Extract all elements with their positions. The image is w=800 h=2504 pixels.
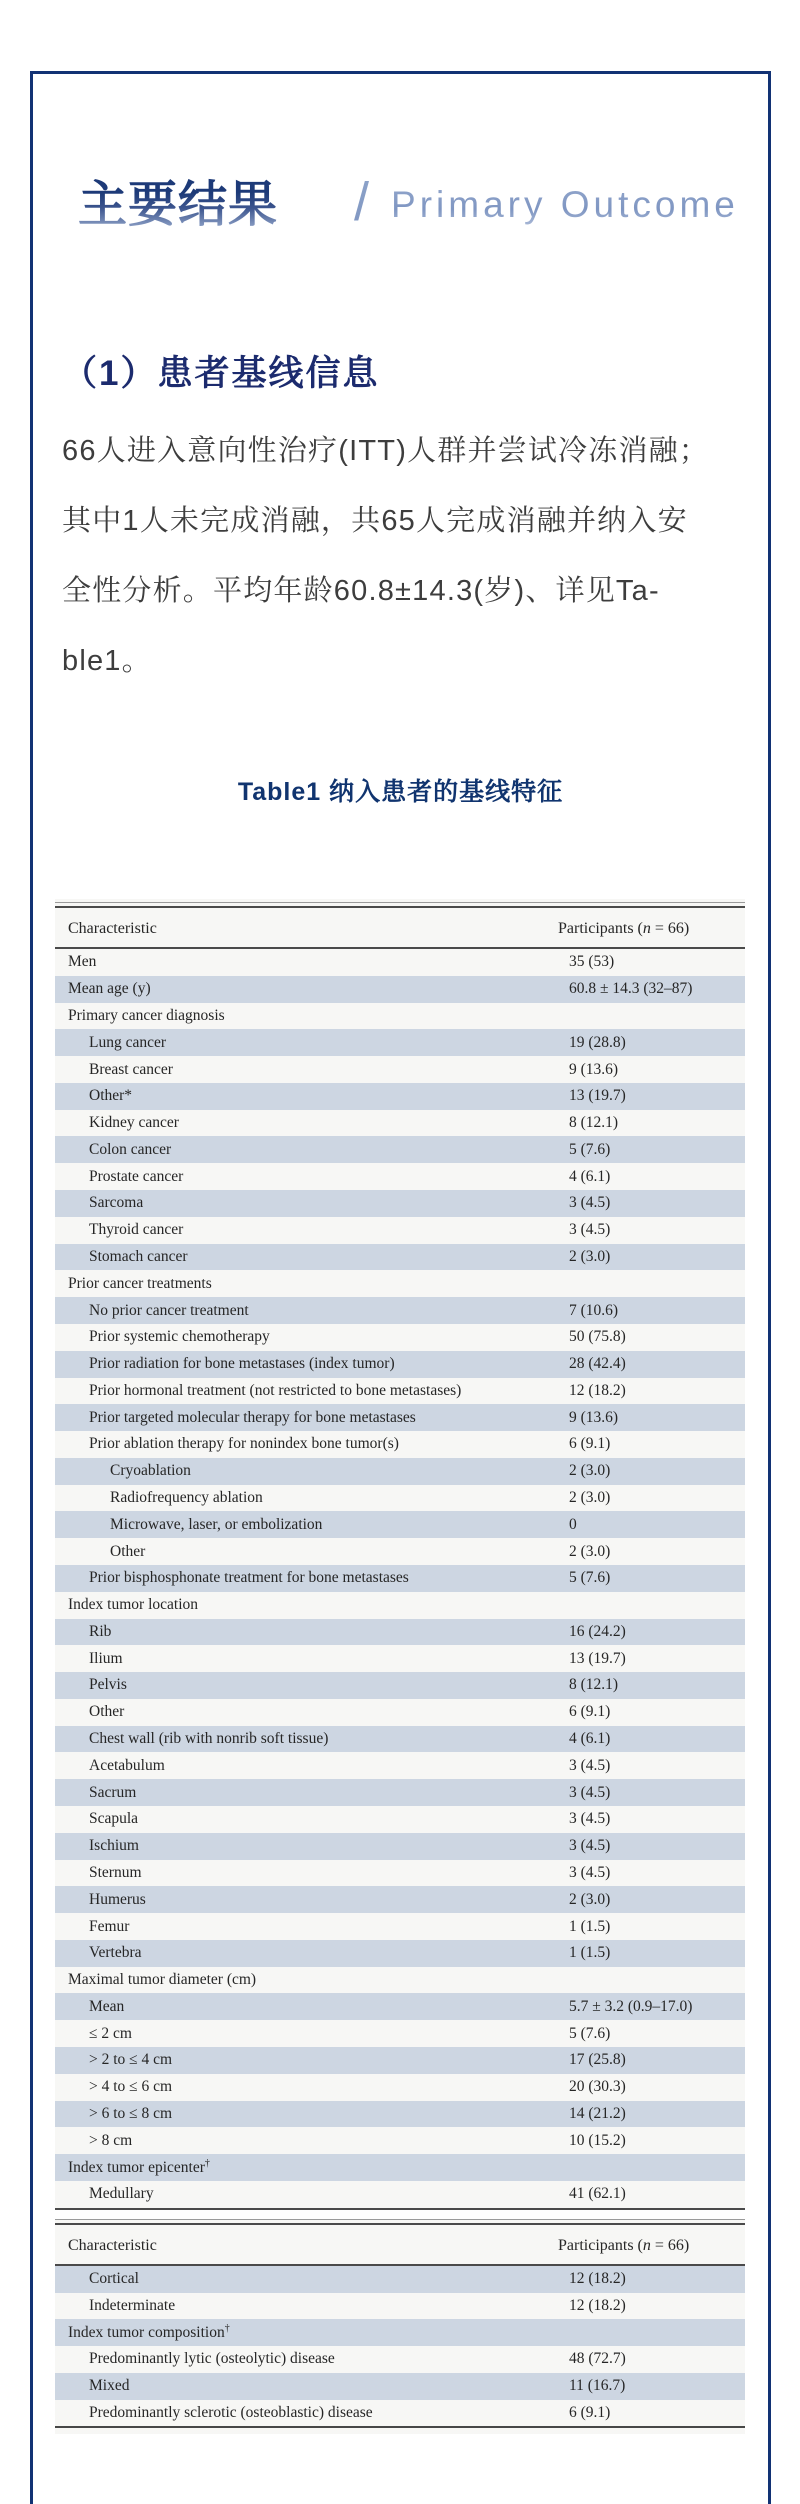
table-row: Humerus 2 (3.0): [55, 1886, 745, 1913]
table-part1-body: [55, 949, 745, 2208]
table-header-part1: [55, 908, 745, 949]
table-row: Femur 1 (1.5): [89, 1917, 611, 1935]
table-row: Men 35 (53): [68, 953, 615, 971]
table-row: Prior targeted molecular therapy for bone metastases 9 (13.6): [55, 1404, 745, 1431]
table-row: Cortical 12 (18.2): [55, 2266, 745, 2293]
table-row: Pelvis 8 (12.1): [55, 1672, 745, 1699]
table-row: Stomach cancer 2 (3.0): [55, 1244, 745, 1271]
table-row: Chest wall (rib with nonrib soft tissue) 4 (6.1): [55, 1726, 745, 1753]
table-row: Sarcoma 3 (4.5): [55, 1190, 745, 1217]
section-heading: （1）患者基线信息: [62, 354, 380, 393]
baseline-table: [55, 899, 745, 2434]
page-header: [78, 174, 739, 236]
table-row: Predominantly sclerotic (osteoblastic) disease 6 (9.1): [89, 2404, 611, 2422]
table-row: Other* 13 (19.7): [55, 1083, 745, 1110]
table-row: Kidney cancer 8 (12.1): [89, 1114, 619, 1132]
table-row: Indeterminate 12 (18.2): [89, 2296, 626, 2314]
table-row: Thyroid cancer 3 (4.5): [89, 1221, 611, 1239]
table-row: Prior systemic chemotherapy 50 (75.8): [89, 1328, 626, 1346]
table-part2-body: [55, 2266, 745, 2427]
table-row: Prior ablation therapy for nonindex bone tumor(s) 6 (9.1): [89, 1435, 611, 1453]
table-row: > 4 to ≤ 6 cm 20 (30.3): [89, 2078, 626, 2096]
content-card: [30, 71, 771, 2504]
table-row: Other 6 (9.1): [89, 1703, 611, 1721]
table-row: Maximal tumor diameter (cm): [68, 1971, 257, 1989]
paragraph-line: 其中1人未完成消融，共65人完成消融并纳入安: [62, 505, 688, 537]
table-row: Prior cancer treatments: [68, 1274, 212, 1292]
table-row: Radiofrequency ablation 2 (3.0): [110, 1489, 611, 1507]
table-caption: Table1 纳入患者的基线特征: [237, 778, 564, 806]
table-row: Medullary 41 (62.1): [89, 2185, 626, 2203]
column-header-participants: Participants (n = 66): [558, 920, 690, 937]
table-header-part2: [55, 2225, 745, 2266]
table-bottom-rule: [55, 2426, 745, 2428]
table-row: Lung cancer 19 (28.8): [55, 1029, 745, 1056]
table-row: Predominantly lytic (osteolytic) disease 48 (72.7): [89, 2350, 626, 2368]
table-part-gap: [55, 2210, 745, 2219]
table-row: Scapula 3 (4.5): [89, 1810, 611, 1828]
page-title-en: Primary Outcome: [391, 184, 739, 225]
table-row: Vertebra 1 (1.5): [55, 1940, 745, 1967]
table-row: Mixed 11 (16.7): [55, 2373, 745, 2400]
table-row: > 8 cm 10 (15.2): [89, 2131, 626, 2149]
table-row: Breast cancer 9 (13.6): [89, 1060, 619, 1078]
table-row: Prostate cancer 4 (6.1): [89, 1167, 611, 1185]
table-row: Acetabulum 3 (4.5): [89, 1756, 611, 1774]
body-paragraph: [62, 416, 744, 696]
table-row: Prior bisphosphonate treatment for bone metastases 5 (7.6): [55, 1565, 745, 1592]
table-row: Prior hormonal treatment (not restricted to bone metastases) 12 (18.2): [89, 1381, 626, 1399]
column-header-participants: Participants (n = 66): [558, 2236, 690, 2254]
column-header-characteristic: Characteristic: [68, 920, 157, 937]
slash-divider: /: [354, 172, 370, 232]
paragraph-line: 66人进入意向性治疗(ITT)人群并尝试冷冻消融；: [62, 435, 710, 467]
table-row: Mean 5.7 ± 3.2 (0.9–17.0): [55, 1993, 745, 2020]
table-row: Ilium 13 (19.7): [89, 1649, 626, 1667]
paragraph-line: 全性分析。平均年龄60.8±14.3(岁)、详见Ta-: [62, 575, 660, 607]
page-title-zh: 主要结果: [78, 174, 278, 236]
table-row: Sternum 3 (4.5): [89, 1863, 611, 1881]
table-row: Microwave, laser, or embolization 0: [55, 1511, 745, 1538]
table-row: Index tumor composition†: [55, 2319, 745, 2346]
table-row: Index tumor location: [68, 1596, 198, 1614]
column-header-characteristic: Characteristic: [68, 2236, 157, 2254]
table-row: > 2 to ≤ 4 cm 17 (25.8): [55, 2047, 745, 2074]
paragraph-line: ble1。: [62, 645, 152, 677]
table-row: Index tumor epicenter†: [55, 2154, 745, 2181]
table-row: Ischium 3 (4.5): [55, 1833, 745, 1860]
table-row: Colon cancer 5 (7.6): [55, 1136, 745, 1163]
table-row: Mean age (y) 60.8 ± 14.3 (32–87): [55, 976, 745, 1003]
table-row: Rib 16 (24.2): [55, 1619, 745, 1646]
table-row: > 6 to ≤ 8 cm 14 (21.2): [55, 2101, 745, 2128]
table-row: Primary cancer diagnosis: [68, 1006, 225, 1024]
table-row: No prior cancer treatment 7 (10.6): [55, 1297, 745, 1324]
table-row: Prior radiation for bone metastases (index tumor) 28 (42.4): [55, 1351, 745, 1378]
table-row: Other 2 (3.0): [110, 1542, 611, 1560]
table-row: ≤ 2 cm 5 (7.6): [89, 2024, 611, 2042]
table-row: Cryoablation 2 (3.0): [55, 1458, 745, 1485]
table-row: Sacrum 3 (4.5): [55, 1779, 745, 1806]
